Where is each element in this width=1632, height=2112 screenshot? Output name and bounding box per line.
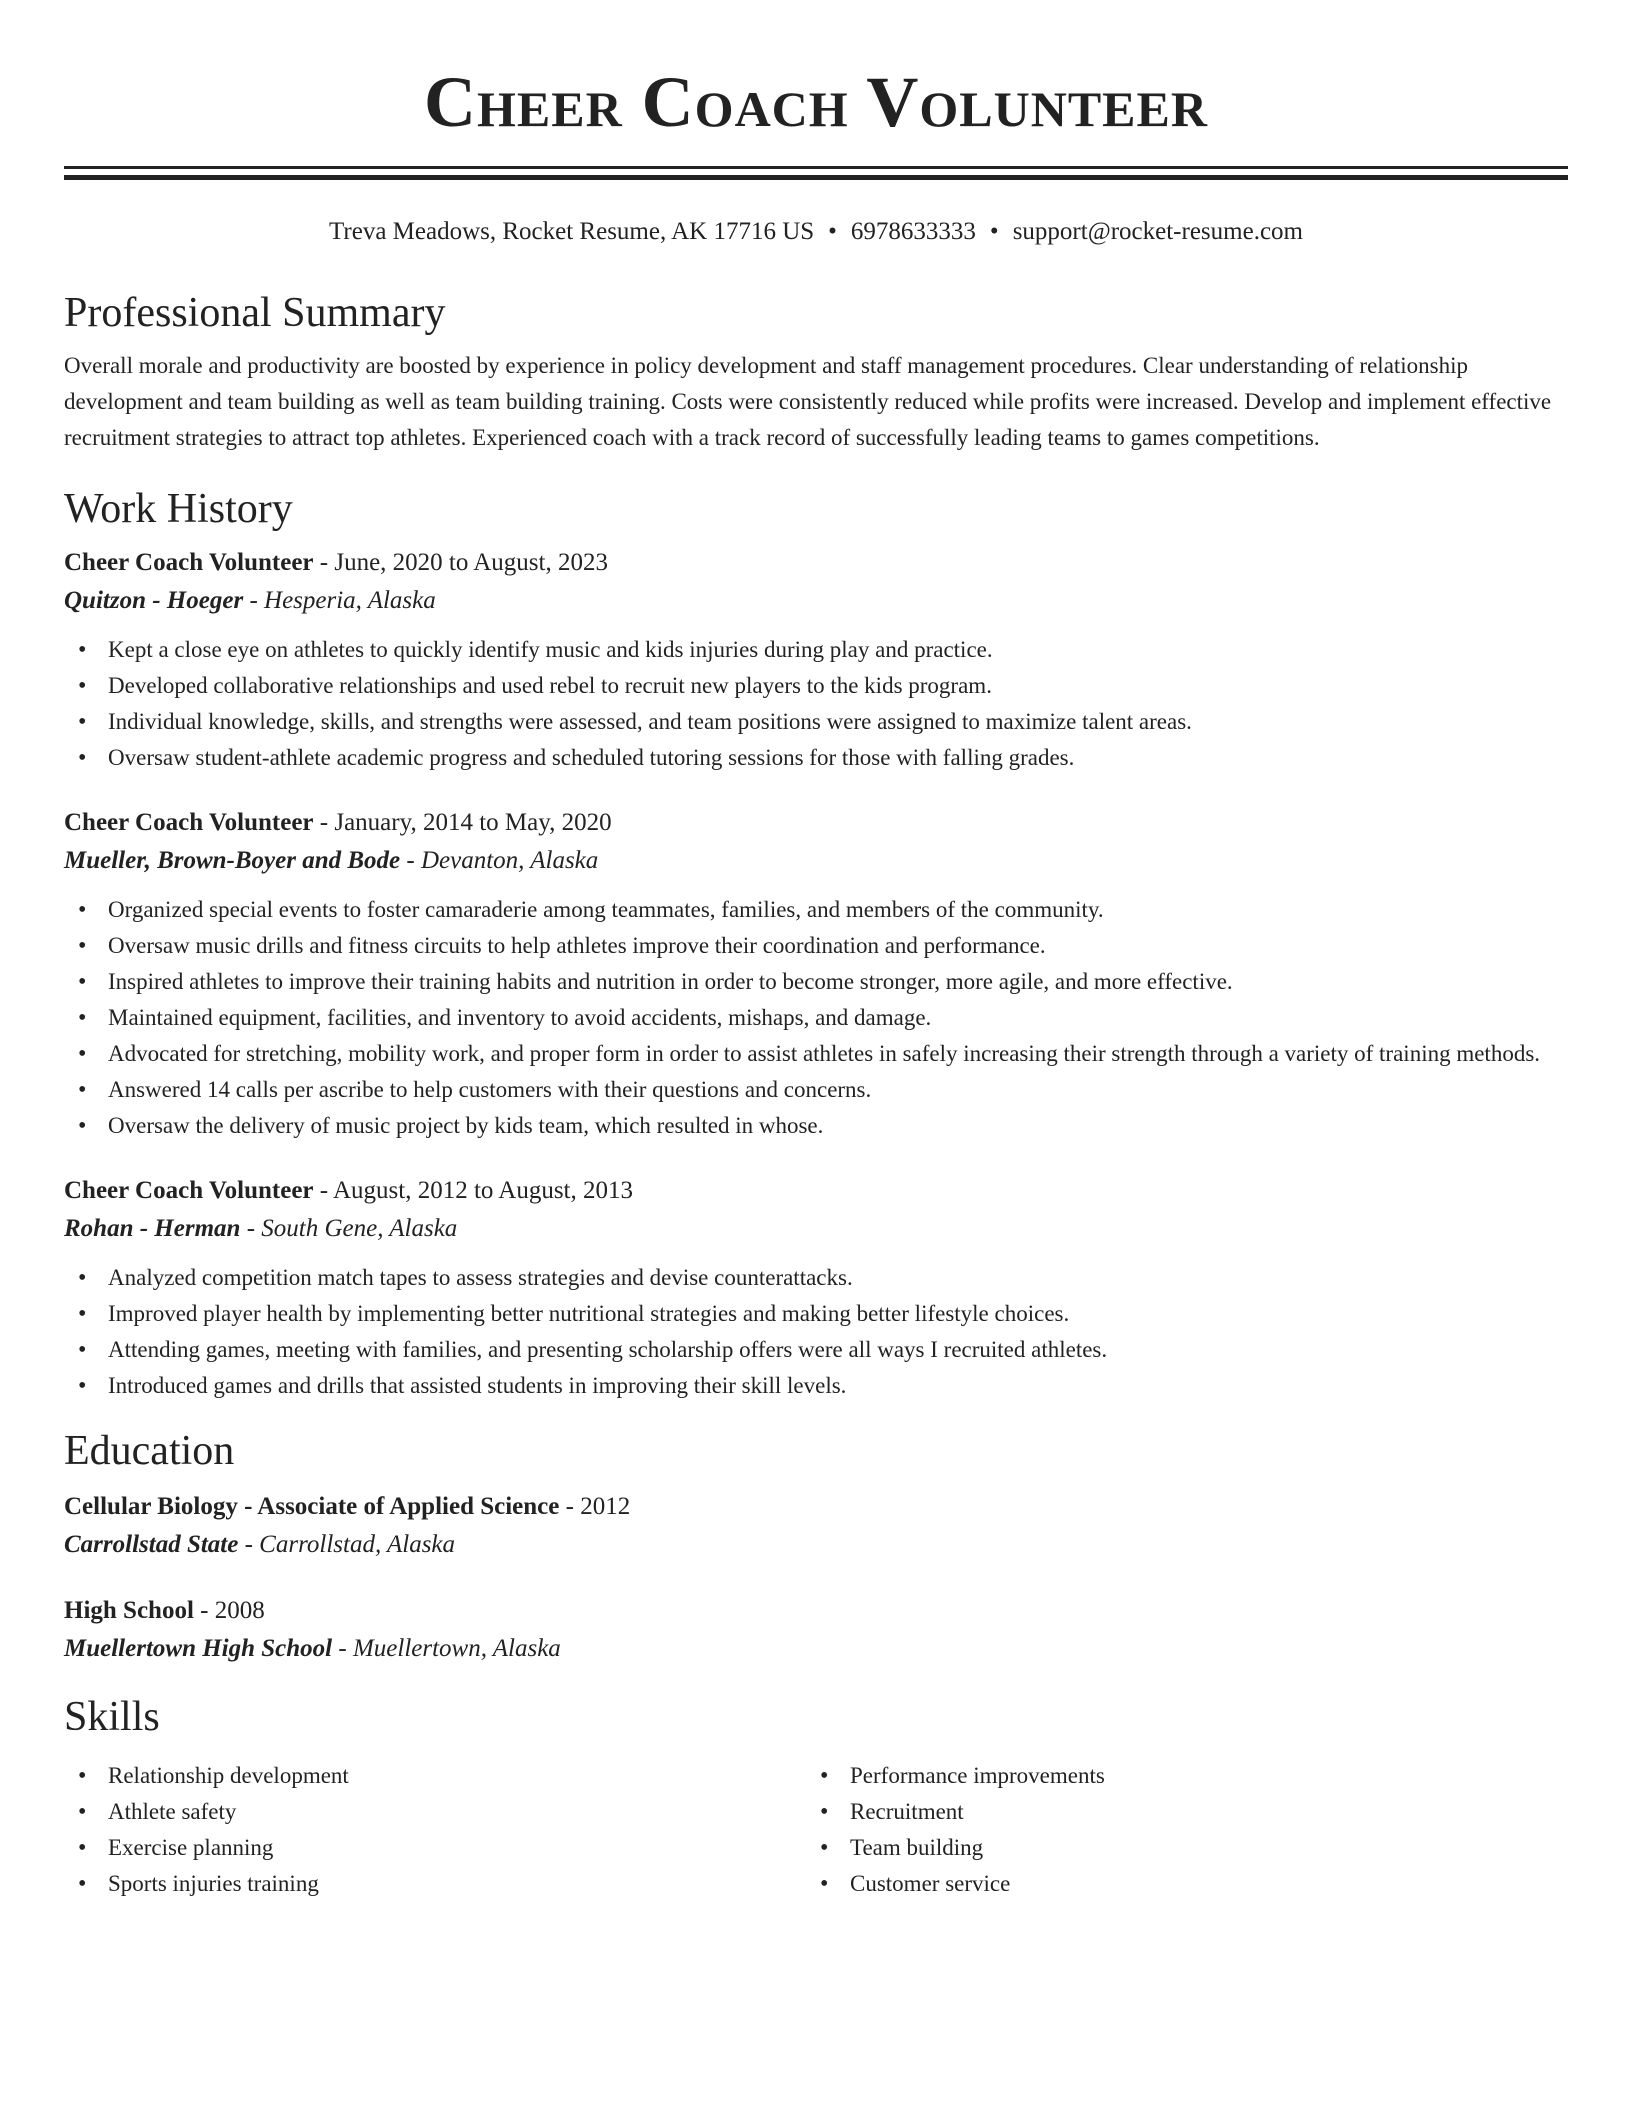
education-degree-line bbox=[64, 1594, 1568, 1628]
job-duties-list bbox=[64, 1260, 1568, 1404]
job-dates: - August, 2012 to August, 2013 bbox=[313, 1177, 634, 1204]
list-item: • Answered 14 calls per ascribe to help customers with their questions and concerns. bbox=[64, 1072, 1568, 1108]
job-duties-list bbox=[64, 892, 1568, 1144]
job-company: Quitzon - Hoeger bbox=[64, 587, 244, 614]
job-entry bbox=[64, 806, 1568, 1144]
skill-item: • Sports injuries training bbox=[64, 1866, 806, 1902]
education-school-line bbox=[64, 1632, 1568, 1666]
education-degree-line bbox=[64, 1490, 1568, 1524]
job-duties-list bbox=[64, 632, 1568, 776]
skills-list-left bbox=[64, 1758, 806, 1902]
education-degree: Cellular Biology - Associate of Applied Science bbox=[64, 1493, 560, 1520]
list-item: • Introduced games and drills that assisted students in improving their skill levels. bbox=[64, 1368, 1568, 1404]
job-company-line bbox=[64, 844, 1568, 878]
education-school-line bbox=[64, 1528, 1568, 1562]
job-title-line bbox=[64, 806, 1568, 840]
job-company: Mueller, Brown-Boyer and Bode bbox=[64, 847, 401, 874]
job-dates: - June, 2020 to August, 2023 bbox=[313, 549, 608, 576]
list-item: • Kept a close eye on athletes to quickly identify music and kids injuries during play and practice. bbox=[64, 632, 1568, 668]
list-item: • Analyzed competition match tapes to assess strategies and devise counterattacks. bbox=[64, 1260, 1568, 1296]
title-rule-bottom bbox=[64, 175, 1568, 180]
contact-separator: • bbox=[828, 218, 837, 245]
skills-list-right bbox=[806, 1758, 1548, 1902]
title-rule-top bbox=[64, 166, 1568, 169]
job-entry bbox=[64, 1174, 1568, 1404]
education-entry bbox=[64, 1490, 1568, 1562]
list-item: • Attending games, meeting with families, and presenting scholarship offers were all ways I recruited athletes. bbox=[64, 1332, 1568, 1368]
skill-item: • Performance improvements bbox=[806, 1758, 1548, 1794]
skills-columns bbox=[64, 1758, 1568, 1902]
resume-title: Cheer Coach Volunteer bbox=[423, 62, 1208, 142]
job-title: Cheer Coach Volunteer bbox=[64, 809, 314, 836]
education-year: - 2012 bbox=[559, 1493, 631, 1520]
list-item: • Oversaw student-athlete academic progress and scheduled tutoring sessions for those with falling grades. bbox=[64, 740, 1568, 776]
contact-separator: • bbox=[989, 218, 999, 245]
skill-item: • Exercise planning bbox=[64, 1830, 806, 1866]
contact-address: Treva Meadows, Rocket Resume, AK 17716 US bbox=[329, 218, 815, 245]
job-company-line bbox=[64, 584, 1568, 618]
list-item: • Inspired athletes to improve their training habits and nutrition in order to become stronger, more agile, and more effective. bbox=[64, 964, 1568, 1000]
education-entry bbox=[64, 1594, 1568, 1666]
skills-heading: Skills bbox=[64, 1694, 160, 1740]
contact-line bbox=[64, 216, 1568, 248]
job-location: - South Gene, Alaska bbox=[240, 1215, 458, 1242]
list-item: • Developed collaborative relationships and used rebel to recruit new players to the kids program. bbox=[64, 668, 1568, 704]
contact-phone: 6978633333 bbox=[850, 218, 976, 245]
list-item: • Maintained equipment, facilities, and inventory to avoid accidents, mishaps, and damage. bbox=[64, 1000, 1568, 1036]
job-title: Cheer Coach Volunteer bbox=[64, 1177, 314, 1204]
skill-item: • Athlete safety bbox=[64, 1794, 806, 1830]
skill-item: • Team building bbox=[806, 1830, 1548, 1866]
summary-text: Overall morale and productivity are boosted by experience in policy development and staff management procedures. Clear understanding of relationship development and team building as well as team building training. Costs were consistently reduced while profits were increased. Develop and implement effective recruitment strategies to attract top athletes. Experienced coach with a track record of successfully leading teams to games competitions. bbox=[64, 353, 1552, 450]
job-company: Rohan - Herman bbox=[64, 1215, 241, 1242]
list-item: • Individual knowledge, skills, and strengths were assessed, and team positions were assigned to maximize talent areas. bbox=[64, 704, 1568, 740]
resume-page bbox=[64, 0, 1568, 1902]
skill-item: • Customer service bbox=[806, 1866, 1548, 1902]
skill-item: • Relationship development bbox=[64, 1758, 806, 1794]
education-year: - 2008 bbox=[193, 1597, 265, 1624]
education-school: Carrollstad State bbox=[64, 1531, 239, 1558]
education-location: - Carrollstad, Alaska bbox=[238, 1531, 456, 1558]
list-item: • Organized special events to foster camaraderie among teammates, families, and members of the community. bbox=[64, 892, 1568, 928]
job-title-line bbox=[64, 546, 1568, 580]
education-school: Muellertown High School bbox=[64, 1635, 333, 1662]
contact-email: support@rocket-resume.com bbox=[1012, 218, 1303, 245]
job-entry bbox=[64, 546, 1568, 776]
skill-item: • Recruitment bbox=[806, 1794, 1548, 1830]
list-item: • Oversaw the delivery of music project by kids team, which resulted in whose. bbox=[64, 1108, 1568, 1144]
work-history-heading: Work History bbox=[64, 486, 293, 532]
education-location: - Muellertown, Alaska bbox=[332, 1635, 561, 1662]
education-degree: High School bbox=[64, 1597, 194, 1624]
job-location: - Devanton, Alaska bbox=[400, 847, 599, 874]
list-item: • Oversaw music drills and fitness circuits to help athletes improve their coordination and performance. bbox=[64, 928, 1568, 964]
job-title-line bbox=[64, 1174, 1568, 1208]
job-location: - Hesperia, Alaska bbox=[243, 587, 436, 614]
summary-heading: Professional Summary bbox=[64, 290, 446, 336]
job-title: Cheer Coach Volunteer bbox=[64, 549, 314, 576]
education-heading: Education bbox=[64, 1428, 235, 1474]
list-item: • Improved player health by implementing better nutritional strategies and making better lifestyle choices. bbox=[64, 1296, 1568, 1332]
list-item: • Advocated for stretching, mobility work, and proper form in order to assist athletes in safely increasing their strength through a variety of training methods. bbox=[64, 1036, 1568, 1072]
job-dates: - January, 2014 to May, 2020 bbox=[313, 809, 612, 836]
job-company-line bbox=[64, 1212, 1568, 1246]
